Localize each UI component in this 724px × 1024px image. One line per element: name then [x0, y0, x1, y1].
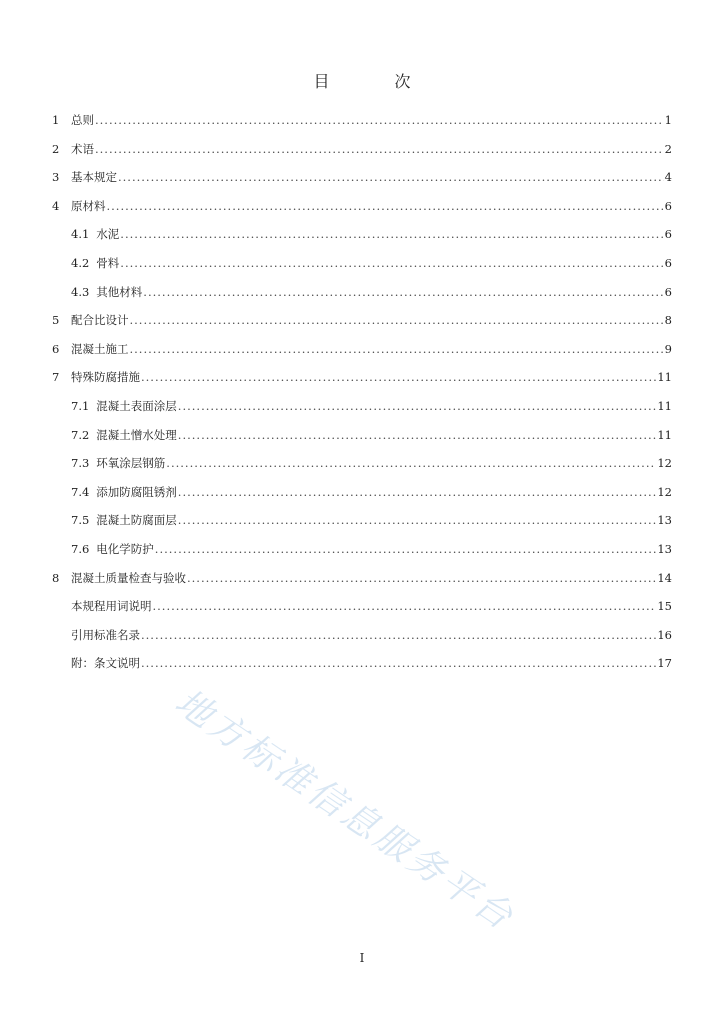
- toc-entry-label: 基本规定: [71, 170, 117, 185]
- toc-entry[interactable]: [52, 312, 672, 341]
- toc-entry-number: 1: [52, 113, 60, 127]
- toc-entry[interactable]: [52, 341, 672, 370]
- dot-leader: [120, 227, 663, 241]
- toc-entry-page: 4: [664, 170, 672, 185]
- toc-entry[interactable]: [52, 655, 672, 684]
- dot-leader: [187, 571, 656, 585]
- dot-leader: [107, 199, 664, 213]
- toc-entry-label: 混凝土质量检查与验收: [71, 570, 186, 585]
- dot-leader: [120, 256, 663, 270]
- dot-leader: [143, 285, 663, 299]
- toc-entry-label: 引用标准名录: [71, 627, 140, 642]
- toc-entry-number: 4.1: [71, 227, 90, 242]
- toc-entry-label: 混凝土憎水处理: [96, 427, 177, 442]
- dot-leader: [130, 342, 664, 356]
- toc-entry-page: 13: [657, 513, 672, 528]
- toc-entry-label: 其他材料: [96, 284, 143, 299]
- toc-entry-page: 12: [657, 484, 672, 499]
- toc-entry[interactable]: [52, 169, 672, 198]
- toc-entry-label: 特殊防腐措施: [71, 370, 140, 385]
- toc-entry-label: 混凝土施工: [71, 341, 129, 356]
- table-of-contents: [52, 112, 672, 684]
- toc-entry-page: 14: [657, 570, 672, 585]
- toc-entry-page: 6: [664, 284, 672, 299]
- toc-entry[interactable]: [52, 369, 672, 398]
- toc-entry-label: 配合比设计: [71, 313, 129, 328]
- dot-leader: [95, 142, 664, 156]
- toc-entry-page: 11: [657, 427, 672, 442]
- toc-entry-number: 8: [52, 570, 60, 585]
- toc-entry-number: 2: [52, 141, 60, 156]
- toc-entry-label: 总则: [71, 113, 94, 127]
- dot-leader: [130, 313, 664, 327]
- toc-entry[interactable]: [52, 427, 672, 456]
- toc-entry[interactable]: [52, 570, 672, 599]
- dot-leader: [178, 399, 657, 413]
- toc-entry-label: 水泥: [96, 227, 120, 242]
- toc-entry-label: 附：条文说明: [71, 656, 140, 671]
- toc-entry[interactable]: [52, 398, 672, 427]
- toc-entry-page: 6: [664, 255, 672, 270]
- toc-entry[interactable]: [52, 512, 672, 541]
- dot-leader: [141, 370, 656, 384]
- toc-entry-number: 7.6: [71, 541, 90, 556]
- toc-entry-label: 电化学防护: [96, 541, 154, 556]
- dot-leader: [118, 170, 664, 184]
- toc-entry-page: 13: [657, 541, 672, 556]
- toc-entry[interactable]: [52, 255, 672, 284]
- dot-leader: [153, 599, 657, 613]
- toc-entry-page: 11: [657, 398, 672, 413]
- toc-entry[interactable]: [52, 141, 672, 170]
- toc-entry-label: 本规程用词说明: [71, 599, 152, 614]
- dot-leader: [178, 428, 657, 442]
- page-title: 目 次: [313, 72, 441, 91]
- dot-leader: [178, 485, 657, 499]
- toc-entry-number: 7.4: [71, 484, 90, 499]
- toc-entry-label: 混凝土防腐面层: [96, 513, 177, 528]
- toc-entry-number: 7: [52, 370, 60, 385]
- watermark: 地方标准信息服务平台: [167, 681, 523, 940]
- toc-entry-page: 6: [664, 198, 672, 213]
- toc-entry-label: 原材料: [71, 198, 106, 213]
- toc-entry[interactable]: [52, 284, 672, 313]
- toc-entry-number: 7.2: [71, 427, 90, 442]
- toc-entry[interactable]: [52, 598, 672, 627]
- page-number: I: [359, 951, 365, 965]
- toc-entry[interactable]: [52, 627, 672, 656]
- toc-entry-number: 7.3: [71, 456, 90, 471]
- toc-entry-page: 1: [664, 113, 672, 127]
- toc-entry-page: 12: [657, 456, 672, 471]
- toc-entry-label: 骨料: [96, 255, 120, 270]
- toc-entry[interactable]: [52, 112, 672, 141]
- toc-entry[interactable]: [52, 541, 672, 570]
- toc-entry-page: 16: [657, 627, 672, 642]
- toc-entry-page: 8: [664, 313, 672, 328]
- dot-leader: [178, 513, 657, 527]
- toc-entry-number: 4.3: [71, 284, 90, 299]
- toc-entry-label: 术语: [71, 141, 94, 156]
- dot-leader: [95, 113, 664, 127]
- toc-entry-page: 6: [664, 227, 672, 242]
- toc-entry-page: 15: [657, 599, 672, 614]
- dot-leader: [141, 628, 656, 642]
- toc-entry-number: 7.5: [71, 513, 90, 528]
- toc-entry-label: 添加防腐阻锈剂: [96, 484, 177, 499]
- toc-entry-number: 3: [52, 170, 60, 185]
- toc-entry[interactable]: [52, 455, 672, 484]
- toc-entry-number: 5: [52, 313, 60, 328]
- dot-leader: [141, 656, 656, 670]
- toc-entry-page: 11: [657, 370, 672, 385]
- toc-entry-number: 4.2: [71, 255, 90, 270]
- toc-entry-number: 4: [52, 198, 60, 213]
- dot-leader: [155, 542, 657, 556]
- toc-entry-number: 7.1: [71, 398, 90, 413]
- toc-entry[interactable]: [52, 226, 672, 255]
- dot-leader: [166, 456, 656, 470]
- toc-entry[interactable]: [52, 198, 672, 227]
- toc-entry[interactable]: [52, 484, 672, 513]
- toc-entry-page: 2: [664, 141, 672, 156]
- toc-entry-label: 环氧涂层钢筋: [96, 456, 166, 471]
- toc-entry-label: 混凝土表面涂层: [96, 398, 177, 413]
- toc-entry-page: 9: [664, 341, 672, 356]
- toc-entry-page: 17: [657, 656, 672, 671]
- toc-entry-number: 6: [52, 341, 60, 356]
